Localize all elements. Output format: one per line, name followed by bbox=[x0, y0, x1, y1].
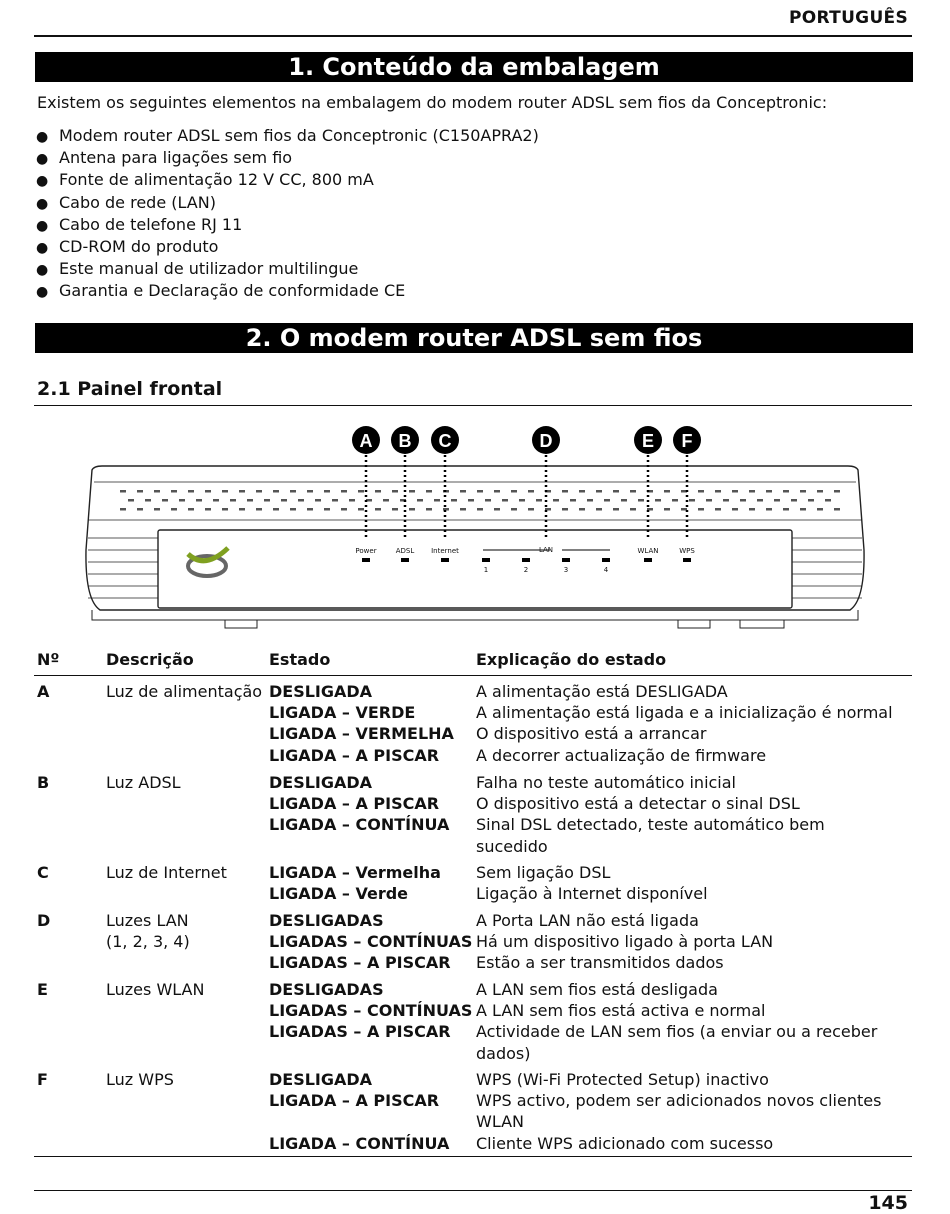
row-number: C bbox=[37, 863, 49, 882]
vent-slot bbox=[689, 499, 695, 502]
vent-slot bbox=[562, 490, 568, 493]
row-explanation: WPS activo, podem ser adicionados novos clientes bbox=[476, 1091, 882, 1111]
list-item: ● Cabo de telefone RJ 11 bbox=[36, 214, 539, 236]
page-number: 145 bbox=[868, 1192, 908, 1214]
vent-slot bbox=[834, 490, 840, 493]
vent-slot bbox=[375, 490, 381, 493]
led-label-internet: Internet bbox=[431, 547, 459, 555]
table-bottom-rule bbox=[34, 1156, 912, 1157]
list-item: ● Fonte de alimentação 12 V CC, 800 mA bbox=[36, 169, 539, 191]
svg-text:A: A bbox=[359, 431, 373, 451]
svg-text:E: E bbox=[641, 431, 655, 451]
vent-slot bbox=[502, 499, 508, 502]
vent-slot bbox=[196, 499, 202, 502]
row-explanation: A decorrer actualização de firmware bbox=[476, 745, 767, 765]
vent-slot bbox=[468, 499, 474, 502]
vent-slot bbox=[732, 508, 738, 511]
vent-slot bbox=[281, 499, 287, 502]
row-description: Luz ADSL bbox=[106, 773, 181, 792]
row-explanation: Ligação à Internet disponível bbox=[476, 884, 708, 904]
row-state: DESLIGADAS bbox=[269, 980, 384, 999]
vent-slot bbox=[324, 490, 330, 493]
led-label-adsl: ADSL bbox=[395, 547, 415, 555]
vent-slot bbox=[145, 499, 151, 502]
bullet-icon: ● bbox=[36, 151, 49, 168]
row-explanation: O dispositivo está a detectar o sinal DSL bbox=[476, 794, 800, 814]
row-explanation: Actividade de LAN sem fios (a enviar ou a receber bbox=[476, 1022, 878, 1042]
list-item: ● Modem router ADSL sem fios da Conceptronic (C150APRA2) bbox=[36, 125, 539, 147]
language-label: PORTUGUÊS bbox=[789, 8, 908, 28]
vent-slot bbox=[800, 490, 806, 493]
row-number: E bbox=[37, 980, 48, 999]
vent-slot bbox=[553, 499, 559, 502]
led-wps bbox=[683, 558, 691, 562]
row-explanation: Há um dispositivo ligado à porta LAN bbox=[476, 932, 774, 952]
vent-slot bbox=[630, 490, 636, 493]
vent-slot bbox=[383, 499, 389, 502]
vent-slot bbox=[298, 499, 304, 502]
vent-slot bbox=[766, 508, 772, 511]
vent-slot bbox=[783, 508, 789, 511]
col-header-state: Estado bbox=[269, 650, 331, 669]
row-state: DESLIGADA bbox=[269, 682, 373, 701]
row-explanation: A alimentação está ligada e a inicialização é normal bbox=[476, 703, 893, 723]
vent-slot bbox=[587, 499, 593, 502]
row-explanation: dados) bbox=[476, 1043, 531, 1063]
row-number: A bbox=[37, 682, 50, 701]
vent-slot bbox=[528, 508, 534, 511]
vent-slot bbox=[341, 508, 347, 511]
vent-slot bbox=[655, 499, 661, 502]
row-explanation: Cliente WPS adicionado com sucesso bbox=[476, 1133, 774, 1153]
subsection-heading: 2.1 Painel frontal bbox=[37, 378, 223, 400]
vent-slot bbox=[740, 499, 746, 502]
vent-slot bbox=[511, 490, 517, 493]
vent-slot bbox=[834, 508, 840, 511]
subsection-rule bbox=[34, 405, 912, 406]
led-lan-3 bbox=[562, 558, 570, 562]
led-label-power: Power bbox=[355, 547, 377, 555]
vent-slot bbox=[417, 499, 423, 502]
led-lan-4 bbox=[602, 558, 610, 562]
row-state: LIGADA – VERMELHA bbox=[269, 724, 454, 744]
row-explanation: Sinal DSL detectado, teste automático bem bbox=[476, 815, 825, 835]
vent-slot bbox=[171, 508, 177, 511]
bullet-icon: ● bbox=[36, 173, 49, 190]
row-explanation: A LAN sem fios está activa e normal bbox=[476, 1001, 766, 1021]
col-header-explanation: Explicação do estado bbox=[476, 650, 667, 669]
vent-slot bbox=[358, 508, 364, 511]
row-explanation: O dispositivo está a arrancar bbox=[476, 724, 707, 744]
section-1-intro: Existem os seguintes elementos na embalagem do modem router ADSL sem fios da Conceptronic: bbox=[37, 93, 828, 112]
lan-port-label-4: 4 bbox=[603, 566, 609, 574]
bullet-icon: ● bbox=[36, 262, 49, 279]
row-number: D bbox=[37, 911, 51, 930]
vent-slot bbox=[392, 490, 398, 493]
list-item: ● CD-ROM do produto bbox=[36, 236, 539, 258]
row-number: F bbox=[37, 1070, 48, 1089]
vent-slot bbox=[494, 490, 500, 493]
row-number: B bbox=[37, 773, 50, 792]
list-item: ● Este manual de utilizador multilingue bbox=[36, 258, 539, 280]
lan-port-label-3: 3 bbox=[563, 566, 569, 574]
vent-slot bbox=[409, 490, 415, 493]
vent-slot bbox=[825, 499, 831, 502]
vent-slot bbox=[154, 490, 160, 493]
row-description: Luzes LAN bbox=[106, 911, 189, 930]
svg-text:F: F bbox=[681, 431, 693, 451]
vent-slot bbox=[460, 490, 466, 493]
vent-slot bbox=[171, 490, 177, 493]
vent-slot bbox=[256, 508, 262, 511]
row-state: LIGADA – A PISCAR bbox=[269, 794, 440, 814]
vent-slot bbox=[137, 490, 143, 493]
bullet-icon: ● bbox=[36, 195, 49, 212]
vent-slot bbox=[222, 490, 228, 493]
bullet-icon: ● bbox=[36, 217, 49, 234]
row-state: LIGADA – Vermelha bbox=[269, 863, 441, 882]
package-contents-list bbox=[36, 125, 539, 303]
vent-slot bbox=[239, 508, 245, 511]
vent-slot bbox=[409, 508, 415, 511]
vent-slot bbox=[213, 499, 219, 502]
vent-slot bbox=[638, 499, 644, 502]
vent-slot bbox=[698, 508, 704, 511]
led-lan-1 bbox=[482, 558, 490, 562]
vent-slot bbox=[460, 508, 466, 511]
vent-slot bbox=[817, 508, 823, 511]
vent-slot bbox=[179, 499, 185, 502]
led-label-wlan: WLAN bbox=[637, 547, 659, 555]
vent-slot bbox=[205, 508, 211, 511]
vent-slot bbox=[613, 490, 619, 493]
vent-slot bbox=[536, 499, 542, 502]
vent-slot bbox=[341, 490, 347, 493]
led-lan-2 bbox=[522, 558, 530, 562]
vent-slot bbox=[579, 490, 585, 493]
vent-slot bbox=[485, 499, 491, 502]
vent-slot bbox=[494, 508, 500, 511]
vent-slot bbox=[706, 499, 712, 502]
vent-slot bbox=[791, 499, 797, 502]
vent-slot bbox=[332, 499, 338, 502]
vent-slot bbox=[290, 490, 296, 493]
vent-slot bbox=[120, 508, 126, 511]
vent-slot bbox=[749, 490, 755, 493]
vent-slot bbox=[698, 490, 704, 493]
vent-slot bbox=[324, 508, 330, 511]
vent-slot bbox=[120, 490, 126, 493]
vent-slot bbox=[596, 508, 602, 511]
row-explanation: WLAN bbox=[476, 1112, 525, 1132]
list-item: ● Garantia e Declaração de conformidade CE bbox=[36, 280, 539, 302]
row-description: Luzes WLAN bbox=[106, 980, 205, 999]
vent-slot bbox=[315, 499, 321, 502]
led-label-lan: LAN bbox=[538, 546, 554, 554]
led-wlan bbox=[644, 558, 652, 562]
row-explanation: Estão a ser transmitidos dados bbox=[476, 953, 724, 973]
svg-text:D: D bbox=[539, 431, 553, 451]
vent-slot bbox=[477, 490, 483, 493]
vent-slot bbox=[188, 490, 194, 493]
vent-slot bbox=[511, 508, 517, 511]
vent-slot bbox=[570, 499, 576, 502]
vent-slot bbox=[290, 508, 296, 511]
vent-slot bbox=[434, 499, 440, 502]
vent-slot bbox=[273, 508, 279, 511]
list-item: ● Antena para ligações sem fio bbox=[36, 147, 539, 169]
row-state: LIGADA – VERDE bbox=[269, 703, 416, 723]
row-state: LIGADA – CONTÍNUA bbox=[269, 1133, 450, 1153]
vent-slot bbox=[392, 508, 398, 511]
svg-text:B: B bbox=[398, 431, 412, 451]
led-power bbox=[362, 558, 370, 562]
svg-text:C: C bbox=[438, 431, 452, 451]
vent-slot bbox=[247, 499, 253, 502]
row-description: Luz de alimentação bbox=[106, 682, 263, 701]
brand-logo bbox=[188, 548, 228, 576]
vent-slot bbox=[205, 490, 211, 493]
vent-slot bbox=[613, 508, 619, 511]
vent-slot bbox=[375, 508, 381, 511]
vent-slot bbox=[307, 490, 313, 493]
row-state: LIGADAS – A PISCAR bbox=[269, 953, 451, 973]
led-internet bbox=[441, 558, 449, 562]
row-state: DESLIGADA bbox=[269, 773, 373, 792]
row-explanation: Sem ligação DSL bbox=[476, 863, 611, 882]
row-state: LIGADAS – CONTÍNUAS bbox=[269, 1001, 473, 1021]
vent-slot bbox=[137, 508, 143, 511]
bullet-icon: ● bbox=[36, 284, 49, 301]
footer-rule bbox=[34, 1190, 912, 1191]
vent-slot bbox=[800, 508, 806, 511]
vent-slot bbox=[664, 490, 670, 493]
vent-slot bbox=[596, 490, 602, 493]
row-state: LIGADAS – A PISCAR bbox=[269, 1022, 451, 1042]
row-state: LIGADAS – CONTÍNUAS bbox=[269, 932, 473, 952]
vent-slot bbox=[128, 499, 134, 502]
vent-slot bbox=[723, 499, 729, 502]
vent-slot bbox=[664, 508, 670, 511]
row-explanation: WPS (Wi-Fi Protected Setup) inactivo bbox=[476, 1070, 769, 1089]
vent-slot bbox=[426, 508, 432, 511]
row-explanation: A Porta LAN não está ligada bbox=[476, 911, 699, 930]
vent-slot bbox=[672, 499, 678, 502]
col-header-description: Descrição bbox=[106, 650, 194, 669]
led-label-wps: WPS bbox=[679, 547, 695, 555]
row-state: DESLIGADAS bbox=[269, 911, 384, 930]
row-description: Luz de Internet bbox=[106, 863, 227, 882]
vent-slot bbox=[630, 508, 636, 511]
vent-slot bbox=[528, 490, 534, 493]
vent-slot bbox=[256, 490, 262, 493]
row-explanation: Falha no teste automático inicial bbox=[476, 773, 736, 792]
lan-port-label-2: 2 bbox=[523, 566, 529, 574]
vent-slot bbox=[766, 490, 772, 493]
vent-slot bbox=[349, 499, 355, 502]
vent-slot bbox=[732, 490, 738, 493]
section-1-heading: 1. Conteúdo da embalagem bbox=[35, 52, 913, 82]
vent-slot bbox=[715, 508, 721, 511]
vent-slot bbox=[604, 499, 610, 502]
vent-slot bbox=[562, 508, 568, 511]
vent-slot bbox=[519, 499, 525, 502]
vent-slot bbox=[477, 508, 483, 511]
vent-slot bbox=[817, 490, 823, 493]
lan-port-label-1: 1 bbox=[483, 566, 489, 574]
row-description: (1, 2, 3, 4) bbox=[106, 932, 190, 952]
vent-slot bbox=[808, 499, 814, 502]
vent-slot bbox=[774, 499, 780, 502]
vent-slot bbox=[358, 490, 364, 493]
vent-slot bbox=[264, 499, 270, 502]
led-adsl bbox=[401, 558, 409, 562]
vent-slot bbox=[307, 508, 313, 511]
vent-slot bbox=[162, 499, 168, 502]
vent-slot bbox=[715, 490, 721, 493]
vent-slot bbox=[579, 508, 585, 511]
row-state: LIGADA – A PISCAR bbox=[269, 1091, 440, 1111]
vent-slot bbox=[783, 490, 789, 493]
row-state: LIGADA – A PISCAR bbox=[269, 745, 440, 765]
row-state: LIGADA – Verde bbox=[269, 884, 409, 904]
row-explanation: sucedido bbox=[476, 836, 548, 856]
row-state: LIGADA – CONTÍNUA bbox=[269, 815, 450, 835]
vent-slot bbox=[239, 490, 245, 493]
router-front-panel-figure bbox=[80, 420, 870, 635]
section-2-heading: 2. O modem router ADSL sem fios bbox=[35, 323, 913, 353]
vent-slot bbox=[621, 499, 627, 502]
vent-slot bbox=[426, 490, 432, 493]
vent-slot bbox=[273, 490, 279, 493]
vent-slot bbox=[188, 508, 194, 511]
bullet-icon: ● bbox=[36, 239, 49, 256]
table-header-rule bbox=[34, 675, 912, 676]
vent-slot bbox=[757, 499, 763, 502]
row-explanation: A alimentação está DESLIGADA bbox=[476, 682, 728, 701]
list-item: ● Cabo de rede (LAN) bbox=[36, 192, 539, 214]
col-header-number: Nº bbox=[37, 650, 60, 669]
vent-slot bbox=[222, 508, 228, 511]
vent-slot bbox=[451, 499, 457, 502]
vent-slot bbox=[154, 508, 160, 511]
row-description: Luz WPS bbox=[106, 1070, 174, 1089]
row-state: DESLIGADA bbox=[269, 1070, 373, 1089]
vent-slot bbox=[230, 499, 236, 502]
row-explanation: A LAN sem fios está desligada bbox=[476, 980, 718, 999]
bullet-icon: ● bbox=[36, 129, 49, 145]
header-rule bbox=[34, 35, 912, 37]
vent-slot bbox=[749, 508, 755, 511]
